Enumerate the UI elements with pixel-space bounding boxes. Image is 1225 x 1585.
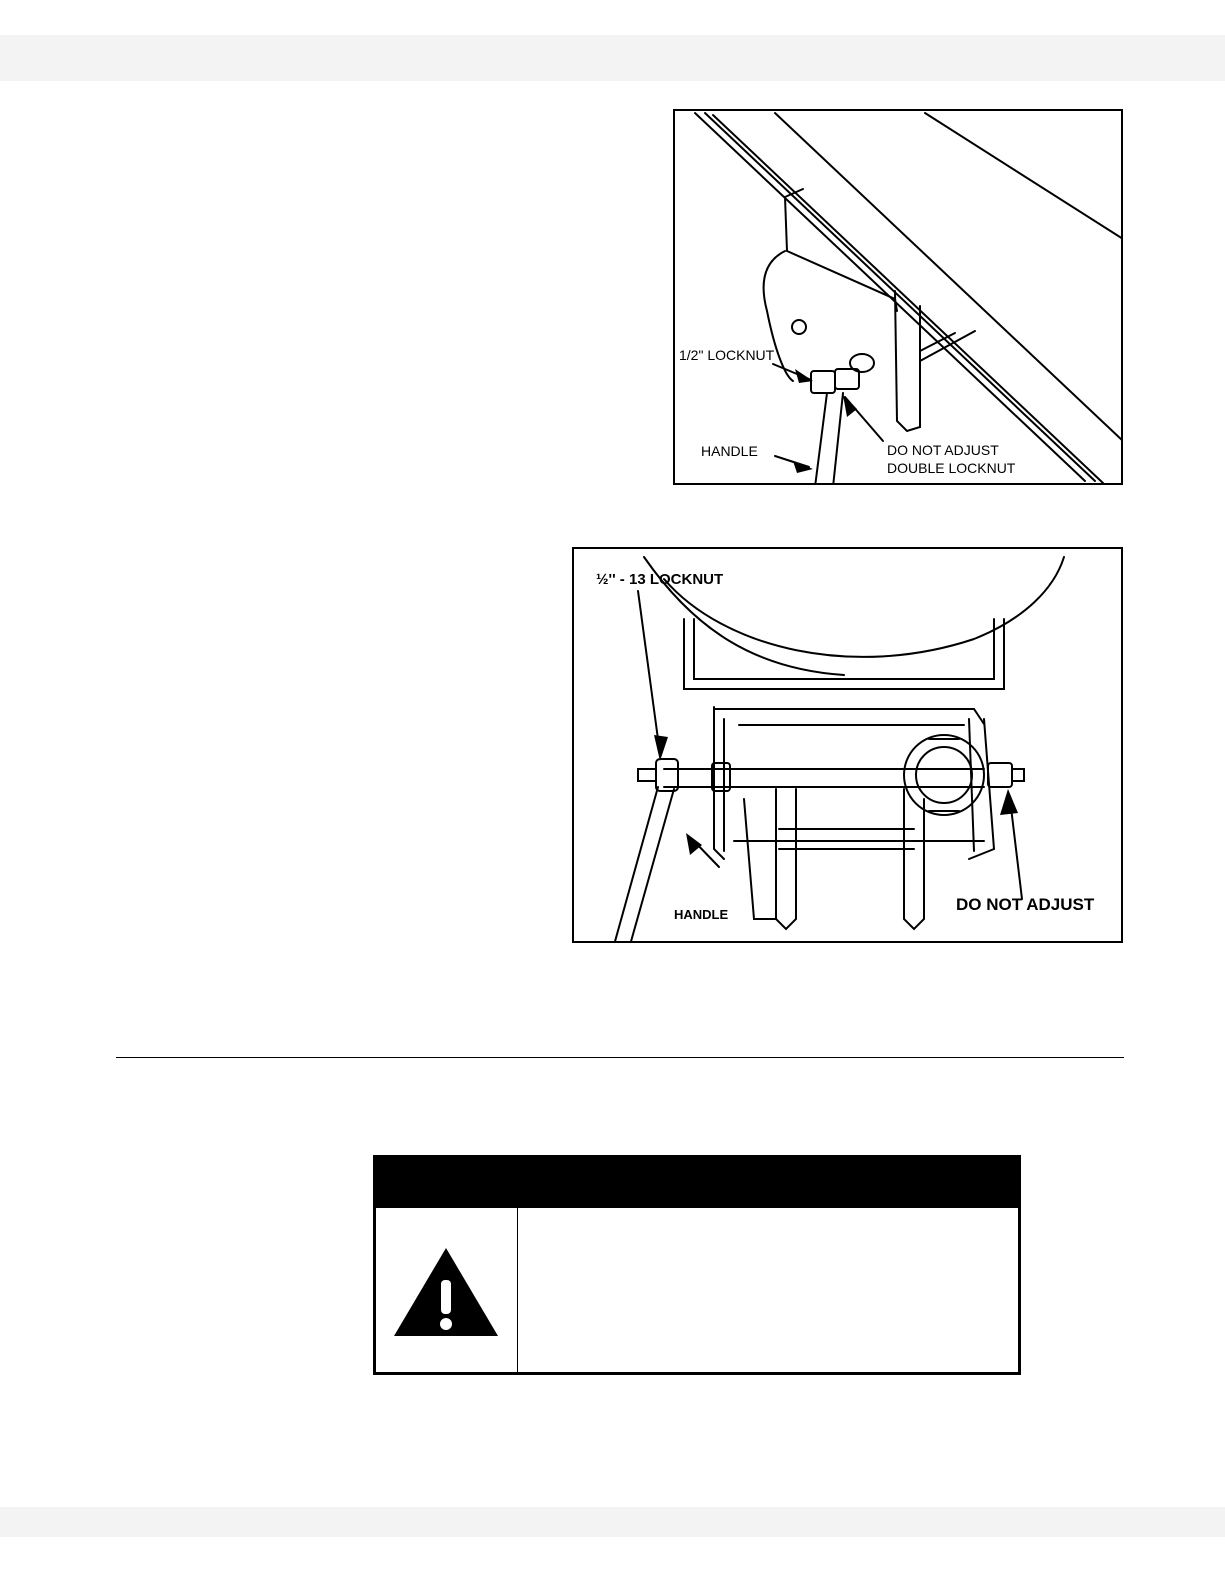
warning-header <box>376 1158 1018 1208</box>
section-divider <box>116 1057 1124 1058</box>
label-do-not-adjust-fig2: DO NOT ADJUST <box>956 895 1095 914</box>
figure-handle-locknut-side-view <box>673 109 1123 485</box>
label-do-not-adjust-fig1: DO NOT ADJUST <box>887 442 999 458</box>
label-double-locknut-fig1: DOUBLE LOCKNUT <box>887 460 1016 476</box>
figure-1-illustration <box>675 111 1123 485</box>
label-locknut-fig1: 1/2" LOCKNUT <box>679 347 775 363</box>
warning-box <box>373 1155 1021 1375</box>
warning-triangle-exclamation-icon <box>376 1208 516 1368</box>
top-band <box>0 35 1225 81</box>
warning-icon-cell <box>376 1208 518 1372</box>
label-locknut-fig2: ½'' - 13 LOCKNUT <box>596 571 724 588</box>
label-handle-fig2: HANDLE <box>674 907 729 922</box>
figure-handle-locknut-front-view <box>572 547 1123 943</box>
warning-body <box>518 1208 1018 1372</box>
label-handle-fig1: HANDLE <box>701 443 758 459</box>
bottom-band <box>0 1507 1225 1537</box>
figure-2-illustration <box>574 549 1123 943</box>
